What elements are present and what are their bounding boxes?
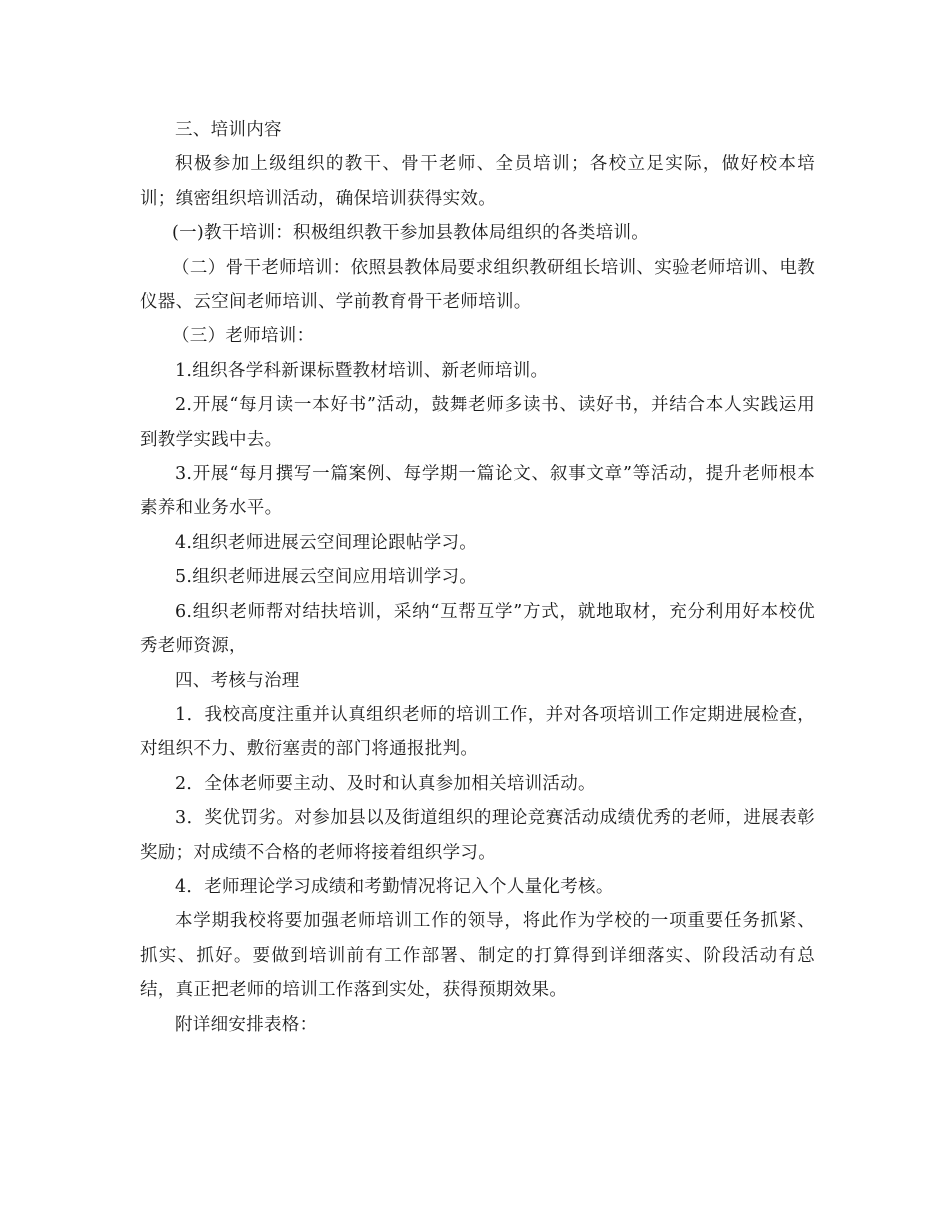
document-body [140, 113, 815, 1042]
list-item-2: 2.开展“每月读一本好书”活动，鼓舞老师多读书、读好书，并结合本人实践运用到教学实践中去。 [140, 395, 815, 450]
section-heading-assessment: 四、考核与治理 [175, 670, 300, 691]
list-item-3: 3.开展“每月撰写一篇案例、每学期一篇论文、叙事文章”等活动，提升老师根本素养和业务水平。 [140, 464, 815, 519]
list-item-5: 5.组织老师进展云空间应用培训学习。 [175, 567, 478, 588]
paragraph-backbone-teacher-training: （二）骨干老师培训：依照县教体局要求组织教研组长培训、实验老师培训、电教仪器、云空间老师培训、学前教育骨干老师培训。 [140, 257, 815, 313]
assessment-item-1: 1．我校高度注重并认真组织老师的培训工作，并对各项培训工作定期进展检查，对组织不力、敷衍塞责的部门将通报批判。 [140, 704, 815, 760]
list-item-1: 1.组织各学科新课标暨教材培训、新老师培训。 [175, 360, 549, 381]
paragraph-attachment-note: 附详细安排表格： [175, 1014, 318, 1035]
list-item-6: 6.组织老师帮对结扶培训，采纳“互帮互学”方式，就地取材，充分利用好本校优秀老师资源， [140, 601, 815, 657]
paragraph-training-overview: 积极参加上级组织的教干、骨干老师、全员培训；各校立足实际，做好校本培训；缜密组织培训活动，确保培训获得实效。 [140, 154, 815, 209]
assessment-item-3: 3．奖优罚劣。对参加县以及街道组织的理论竞赛活动成绩优秀的老师，进展表彰奖励；对成绩不合格的老师将接着组织学习。 [140, 808, 815, 863]
paragraph-conclusion: 本学期我校将要加强老师培训工作的领导，将此作为学校的一项重要任务抓紧、抓实、抓好。要做到培训前有工作部署、制定的打算得到详细落实、阶段活动有总结，真正把老师的培训工作落到实处，获得预期效果。 [140, 911, 815, 1001]
assessment-item-2: 2．全体老师要主动、及时和认真参加相关培训活动。 [175, 773, 596, 794]
paragraph-teacher-training-heading: （三）老师培训： [172, 326, 315, 347]
assessment-item-4: 4．老师理论学习成绩和考勤情况将记入个人量化考核。 [175, 876, 614, 897]
section-heading-training-content: 三、培训内容 [175, 120, 282, 140]
list-item-4: 4.组织老师进展云空间理论跟帖学习。 [175, 532, 478, 553]
paragraph-cadre-training: (一)教干培训：积极组织教干参加县教体局组织的各类培训。 [172, 223, 650, 244]
